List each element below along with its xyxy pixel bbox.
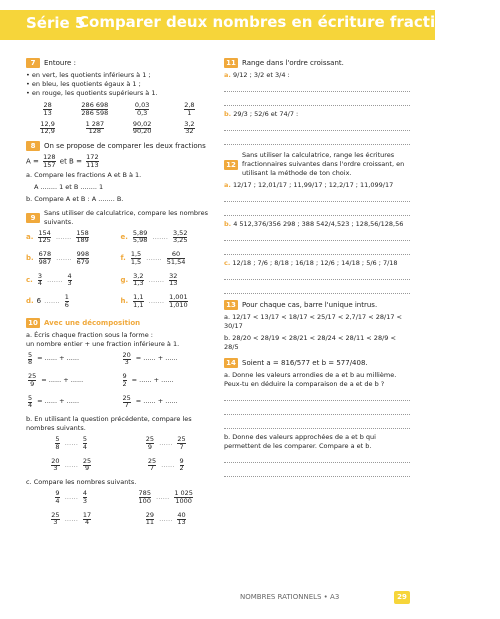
fraction: $\frac{5,89}{5,98}$ bbox=[132, 228, 148, 244]
comparison-item[interactable]: c. $\frac{3}{4}$ ....... $\frac{4}{3}$ bbox=[26, 271, 72, 287]
exercise-number: 10 bbox=[26, 318, 40, 328]
question-a: a. Compare les fractions A et B à 1. bbox=[26, 170, 142, 179]
answer-line[interactable] bbox=[224, 419, 410, 429]
right-column bbox=[224, 58, 410, 481]
decomposition-item[interactable]: $\frac{9}{2}$ = ...... + ...... bbox=[122, 372, 174, 388]
compare-item[interactable]: $\frac{25}{3}$ ...... $\frac{17}{4}$ bbox=[51, 510, 92, 526]
answer-line-a[interactable]: A ........ 1 et B ........ 1 bbox=[34, 182, 104, 191]
fraction: $\frac{998}{679}$ bbox=[76, 250, 90, 266]
fraction: $\frac{25}{9}$ bbox=[28, 372, 37, 388]
fraction: $\frac{12,9}{12,9}$ bbox=[40, 119, 55, 135]
section-label: NOMBRES RATIONNELS • A3 bbox=[240, 593, 340, 601]
fraction-grid bbox=[26, 102, 211, 135]
fraction: $\frac{1,001}{1,010}$ bbox=[169, 293, 188, 309]
item-key: h. bbox=[120, 297, 129, 306]
fraction: $\frac{29}{11}$ bbox=[145, 510, 155, 526]
answer-line[interactable] bbox=[224, 96, 410, 106]
fraction: $\frac{3,52}{3,25}$ bbox=[172, 228, 188, 244]
comparison-item[interactable]: h. $\frac{1,1}{1,1}$ ....... $\frac{1,001}{1,010}$ bbox=[120, 293, 188, 309]
fraction: $\frac{25}{9}$ bbox=[82, 456, 92, 472]
exercise-text: On se propose de comparer les deux fractions bbox=[44, 142, 206, 150]
question-a: a. 12/17 ; 12,01/17 ; 11,99/17 ; 12,2/17 ; 11,099/17 bbox=[224, 181, 394, 189]
fraction: $\frac{17}{4}$ bbox=[82, 510, 92, 526]
fraction: $\frac{25}{7}$ bbox=[147, 456, 157, 472]
question-b: b. En utilisant la question précédente, compare les nombres suivants. bbox=[26, 415, 192, 432]
fraction: $\frac{3,2}{1,3}$ bbox=[133, 271, 144, 287]
fraction: $\frac{40}{13}$ bbox=[177, 510, 186, 526]
fraction: $\frac{3}{4}$ bbox=[37, 271, 42, 287]
compare-item[interactable]: $\frac{25}{7}$ ...... $\frac{9}{2}$ bbox=[147, 456, 184, 472]
fraction-cell[interactable] bbox=[26, 102, 69, 117]
question-a-detail: un nombre entier + une fraction inférieure à 1. bbox=[26, 339, 180, 348]
fraction: $\frac{25}{7}$ bbox=[122, 393, 131, 409]
answer-line[interactable] bbox=[224, 206, 410, 216]
question-a: a. 9/12 ; 3/2 et 3/4 : bbox=[224, 71, 290, 79]
exercise-number: 9 bbox=[26, 213, 40, 223]
compare-grid-c bbox=[26, 490, 211, 529]
fraction: $\frac{25}{9}$ bbox=[145, 435, 155, 451]
page-number: 29 bbox=[394, 591, 410, 604]
exercise-number: 7 bbox=[26, 58, 40, 68]
fraction: $\frac{286 698}{286 598}$ bbox=[81, 101, 109, 117]
fraction: $\frac{28}{13}$ bbox=[43, 101, 52, 117]
fraction: $\frac{25}{7}$ bbox=[177, 435, 186, 451]
exercise-10 bbox=[26, 318, 211, 530]
question-b: b. 4 512,376/356 298 ; 388 542/4,523 ; 128,56/128,56 bbox=[224, 220, 404, 228]
answer-line[interactable] bbox=[224, 245, 410, 255]
question-b[interactable]: b. 28/20 < 28/19 < 28/21 < 28/24 < 28/11 < 28/9 < 28/5 bbox=[224, 334, 396, 351]
exercise-13 bbox=[224, 300, 410, 352]
exercise-text: Sans utiliser la calculatrice, range les écritures fractionnaires suivantes dans l'ordre croissant, en utilisant la méthode de ton choix. bbox=[242, 151, 405, 177]
exercise-title: Pour chaque cas, barre l'unique intrus. bbox=[242, 301, 378, 309]
decomposition-item[interactable]: $\frac{20}{3}$ = ...... + ...... bbox=[122, 350, 178, 366]
exercise-title: Range dans l'ordre croissant. bbox=[242, 59, 344, 67]
list-item: • en vert, les quotients inférieurs à 1 ; bbox=[26, 71, 151, 79]
fraction: $\frac{5}{4}$ bbox=[28, 393, 33, 409]
item-key: a. bbox=[26, 232, 34, 241]
question-a[interactable]: a. 12/17 < 13/17 < 18/17 < 25/17 < 2,7/17 < 28/17 < 30/17 bbox=[224, 313, 402, 330]
decomposition-item[interactable]: $\frac{5}{8}$ = ...... + ...... bbox=[28, 350, 80, 366]
fraction: $\frac{20}{3}$ bbox=[122, 350, 131, 366]
fraction: $\frac{158}{189}$ bbox=[76, 228, 89, 244]
fraction: $\frac{1 287}{128}$ bbox=[85, 119, 105, 135]
item-key: g. bbox=[120, 275, 129, 284]
comparison-grid bbox=[26, 230, 211, 312]
list-item: • en rouge, les quotients supérieurs à 1. bbox=[26, 89, 158, 97]
compare-item[interactable]: $\frac{785}{100}$ ...... $\frac{1 025}{1000}$ bbox=[138, 489, 193, 505]
answer-line[interactable] bbox=[224, 192, 410, 202]
question-b: b. Donne des valeurs approchées de a et b qui permettent de les comparer. Compare a et b. bbox=[224, 433, 376, 450]
exercise-title: Entoure : bbox=[44, 59, 76, 67]
exercise-7 bbox=[26, 58, 211, 135]
exercise-text: Sans utiliser de calculatrice, compare les nombres suivants. bbox=[44, 208, 208, 226]
page-footer bbox=[0, 588, 435, 612]
answer-line[interactable] bbox=[224, 391, 410, 401]
compare-item[interactable]: $\frac{9}{4}$ ...... $\frac{4}{3}$ bbox=[55, 489, 88, 505]
fraction: $\frac{60}{51,54}$ bbox=[166, 250, 186, 266]
decomposition-item[interactable]: $\frac{25}{9}$ = ...... + ...... bbox=[28, 372, 84, 388]
fraction: $\frac{9}{2}$ bbox=[179, 456, 184, 472]
exercise-number: 12 bbox=[224, 160, 238, 170]
exercise-number: 13 bbox=[224, 300, 238, 310]
compare-item[interactable]: $\frac{29}{11}$ ...... $\frac{40}{13}$ bbox=[145, 510, 186, 526]
answer-line[interactable] bbox=[224, 121, 410, 131]
compare-item[interactable]: $\frac{5}{8}$ ...... $\frac{5}{4}$ bbox=[55, 435, 88, 451]
answer-line[interactable] bbox=[224, 270, 410, 280]
fraction-cell[interactable] bbox=[168, 121, 211, 136]
fraction: $\frac{1,1}{1,1}$ bbox=[133, 293, 144, 309]
fraction: $\frac{5}{8}$ bbox=[55, 435, 60, 451]
fraction: $\frac{678}{987}$ bbox=[38, 250, 52, 266]
fraction: $\frac{5}{4}$ bbox=[82, 435, 88, 451]
fraction-cell[interactable] bbox=[121, 121, 164, 136]
question-a: a. Donne les valeurs arrondies de a et b au millième. Peux-tu en déduire la comparaison de a et de b ? bbox=[224, 371, 397, 388]
label-b: et B = bbox=[59, 157, 85, 166]
answer-line[interactable] bbox=[224, 453, 410, 463]
fraction: $\frac{1}{6}$ bbox=[64, 293, 69, 309]
fraction: $\frac{785}{100}$ bbox=[138, 489, 151, 505]
decomposition-grid bbox=[26, 352, 211, 413]
fraction: $\frac{5}{8}$ bbox=[28, 350, 33, 366]
answer-line[interactable] bbox=[224, 231, 410, 241]
question-a: a. Écris chaque fraction sous la forme : bbox=[26, 330, 153, 339]
fraction: $\frac{20}{3}$ bbox=[51, 456, 60, 472]
question-c: c. 12/18 ; 7/6 ; 8/18 ; 16/18 ; 12/6 ; 14/18 ; 5/6 ; 7/18 bbox=[224, 259, 398, 267]
fraction-a: $\frac{128}{157}$ bbox=[43, 153, 56, 169]
question-b: b. 29/3 ; 52/6 et 74/7 : bbox=[224, 110, 299, 118]
fraction: $\frac{9}{2}$ bbox=[122, 372, 127, 388]
label-a: A = bbox=[26, 157, 42, 166]
item-key: d. bbox=[26, 297, 34, 306]
exercise-text: Soient a = 816/577 et b = 577/408. bbox=[242, 359, 368, 367]
serie-label: Série 5 bbox=[26, 14, 86, 32]
decomposition-item[interactable]: $\frac{25}{7}$ = ...... + ...... bbox=[122, 393, 178, 409]
fraction-cell[interactable] bbox=[168, 102, 211, 117]
item-key: f. bbox=[120, 254, 126, 263]
exercise-9 bbox=[26, 209, 211, 312]
comparison-item[interactable]: a. $\frac{154}{125}$ ....... $\frac{158}{189}$ bbox=[26, 228, 89, 244]
exercise-12 bbox=[224, 151, 410, 294]
fraction: $\frac{4}{3}$ bbox=[67, 271, 72, 287]
question-c: c. Compare les nombres suivants. bbox=[26, 478, 137, 486]
answer-line[interactable] bbox=[224, 82, 410, 92]
comparison-item[interactable]: g. $\frac{3,2}{1,3}$ ....... $\frac{32}{13}$ bbox=[120, 271, 178, 287]
fraction: $\frac{2,8}{1}$ bbox=[184, 101, 195, 117]
fraction-cell[interactable] bbox=[73, 102, 116, 117]
fraction: $\frac{90,02}{90,20}$ bbox=[132, 119, 152, 135]
compare-item[interactable]: $\frac{25}{9}$ ...... $\frac{25}{7}$ bbox=[145, 435, 186, 451]
exercise-number: 11 bbox=[224, 58, 238, 68]
exercise-14 bbox=[224, 358, 410, 477]
fraction: $\frac{9}{4}$ bbox=[55, 489, 60, 505]
fraction: $\frac{32}{13}$ bbox=[169, 271, 178, 287]
question-b: b. Compare A et B : A ........ B. bbox=[26, 194, 124, 203]
exercise-8 bbox=[26, 141, 211, 204]
compare-grid-b bbox=[26, 436, 211, 475]
fraction: $\frac{154}{125}$ bbox=[38, 228, 51, 244]
fraction: $\frac{25}{3}$ bbox=[51, 510, 60, 526]
left-column bbox=[26, 58, 211, 532]
item-key: b. bbox=[26, 254, 34, 263]
comparison-item[interactable]: d. 6 ....... $\frac{1}{6}$ bbox=[26, 293, 69, 309]
answer-line[interactable] bbox=[224, 405, 410, 415]
exercise-title: Avec une décomposition bbox=[44, 318, 141, 327]
page-title: Comparer deux nombres en écriture fractionnaire bbox=[78, 13, 500, 31]
exercise-number: 8 bbox=[26, 141, 40, 151]
fraction: $\frac{0,03}{0,3}$ bbox=[134, 101, 150, 117]
fraction-cell[interactable] bbox=[73, 121, 116, 136]
item-key: c. bbox=[26, 275, 33, 284]
exercise-11 bbox=[224, 58, 410, 145]
fraction-b: $\frac{172}{113}$ bbox=[86, 153, 99, 169]
fraction-cell[interactable] bbox=[121, 102, 164, 117]
answer-line[interactable] bbox=[224, 135, 410, 145]
fraction: $\frac{1 025}{1000}$ bbox=[174, 489, 193, 505]
exercise-number: 14 bbox=[224, 358, 238, 368]
item-key: e. bbox=[120, 232, 128, 241]
comparison-item[interactable]: b. $\frac{678}{987}$ ....... $\frac{998}{679}$ bbox=[26, 250, 90, 266]
answer-line[interactable] bbox=[224, 467, 410, 477]
fraction-cell[interactable] bbox=[26, 121, 69, 136]
comparison-item[interactable]: e. $\frac{5,89}{5,98}$ ....... $\frac{3,52}{3,25}$ bbox=[120, 228, 188, 244]
answer-line[interactable] bbox=[224, 284, 410, 294]
page-header bbox=[0, 0, 500, 46]
decomposition-item[interactable]: $\frac{5}{4}$ = ...... + ...... bbox=[28, 393, 80, 409]
fraction: $\frac{4}{3}$ bbox=[82, 489, 88, 505]
compare-item[interactable]: $\frac{20}{3}$ ...... $\frac{25}{9}$ bbox=[51, 456, 92, 472]
comparison-item[interactable]: f. $\frac{1,5}{1,5}$ ....... $\frac{60}{51,54}$ bbox=[120, 250, 186, 266]
fraction: $\frac{1,5}{1,5}$ bbox=[130, 250, 142, 266]
fraction-definition bbox=[26, 154, 211, 169]
fraction: $\frac{3,2}{32}$ bbox=[184, 119, 195, 135]
list-item: • en bleu, les quotients égaux à 1 ; bbox=[26, 80, 141, 88]
